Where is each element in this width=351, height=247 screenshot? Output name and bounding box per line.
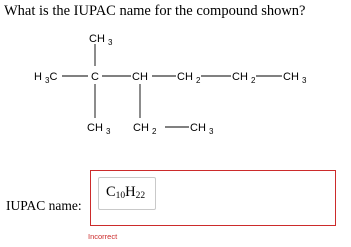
feedback-incorrect: Incorrect [88,232,118,241]
answer-element-c: C [106,184,116,200]
answer-element-h: H [125,184,136,200]
atom-c6: CH $_3$ [283,71,307,85]
atom-c2-bottom-ch3: CH $_3$ [87,122,111,136]
answer-subscript-c: 10 [115,191,126,201]
atom-c5: CH $_2$ [232,71,256,85]
iupac-name-label: IUPAC name: [6,198,82,213]
atom-c2: C [91,71,99,83]
question-text: What is the IUPAC name for the compound shown? [4,3,306,19]
atom-c3: CH [132,71,148,83]
atom-c4: CH $_2$ [177,71,201,85]
atom-c3-bottom-ch3: CH $_3$ [190,122,214,136]
atom-c1: H $_3$C [34,71,58,85]
answer-container [90,170,336,226]
atom-top-ch3: CH $_3$ [89,33,113,47]
atom-c3-bottom-ch2: CH $_2$ [133,122,157,136]
answer-subscript-h: 22 [135,191,146,201]
iupac-name-input[interactable] [98,177,156,210]
